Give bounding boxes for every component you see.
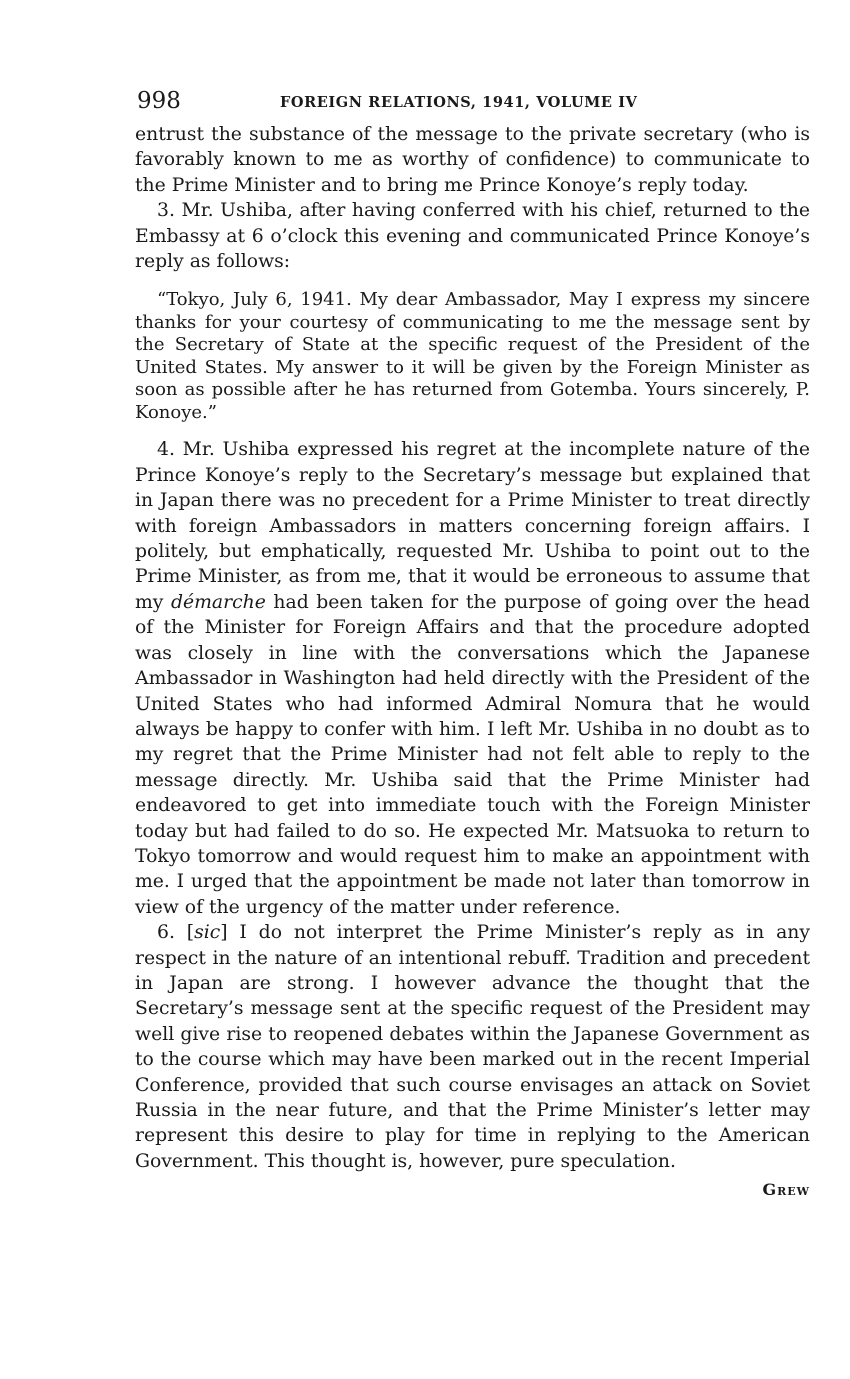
- paragraph-4: [135, 437, 810, 920]
- paragraph-6: [135, 920, 810, 1174]
- page-number: 998: [137, 88, 181, 114]
- document-page: [135, 88, 810, 1199]
- paragraph-4-text-a: 4. Mr. Ushiba expressed his regret at the incomplete nature of the Prince Konoye’s reply to the Secretary’s message but explained that in Japan there was no precedent for a Prime Minister to treat directly with foreign Ambassadors in matters concerning foreign affairs. I politely, but emphatically, requested Mr. Ushiba to point out to the Prime Minister, as from me, that it would be erroneous to assume that my: [135, 439, 810, 613]
- paragraph-6-italic: sic: [194, 922, 221, 944]
- page-header: [135, 88, 810, 122]
- paragraph-4-text-b: had been taken for the purpose of going over the head of the Minister for Foreign Affairs and that the procedure adopted was closely in line with the conversations which the Japanese Ambassador in Washington had held directly with the President of the United States who had informed Admiral Nomura that he would always be happy to confer with him. I left Mr. Ushiba in no doubt as to my regret that the Prime Minister had not felt able to reply to the message directly. Mr. Ushiba said that the Prime Minister had endeavored to get into immediate touch with the Foreign Minister today but had failed to do so. He expected Mr. Matsuoka to return to Tokyo tomorrow and would request him to make an appointment with me. I urged that the appointment be made not later than tomorrow in view of the urgency of the matter under reference.: [135, 591, 811, 918]
- running-head: FOREIGN RELATIONS, 1941, VOLUME IV: [280, 94, 638, 111]
- paragraph-6-text-b: ] I do not interpret the Prime Minister’s reply as in any respect in the nature of an intentional rebuff. Tradition and precedent in Japan are strong. I however advance the thought that the Secretary’s message sent at the specific request of the President may well give rise to reopened debates within the Japanese Government as to the course which may have been marked out in the recent Imperial Conference, provided that such course envisages an attack on Soviet Russia in the near future, and that the Prime Minister’s letter may represent this desire to play for time in replying to the American Government. This thought is, however, pure speculation.: [135, 922, 810, 1172]
- paragraph-4-italic: démarche: [170, 591, 266, 613]
- signature: Grew: [762, 1180, 810, 1200]
- paragraph-continuation: entrust the substance of the message to the private secretary (who is favorably known to me as worthy of confidence) to communicate to the Prime Minister and to bring me Prince Konoye’s reply today.: [135, 124, 810, 196]
- quoted-reply: “Tokyo, July 6, 1941. My dear Ambassador, May I express my sincere thanks for your courtesy of communicating to me the message sent by the Secretary of State at the specific request of the President of the United States. My answer to it will be given by the Foreign Minister as soon as possible after he has returned from Gotemba. Yours sincerely, P. Konoye.”: [135, 289, 810, 423]
- paragraph-6-text-a: 6. [: [157, 922, 195, 944]
- paragraph-3: 3. Mr. Ushiba, after having conferred with his chief, returned to the Embassy at 6 o’clock this evening and communicated Prince Konoye’s reply as follows:: [135, 200, 810, 273]
